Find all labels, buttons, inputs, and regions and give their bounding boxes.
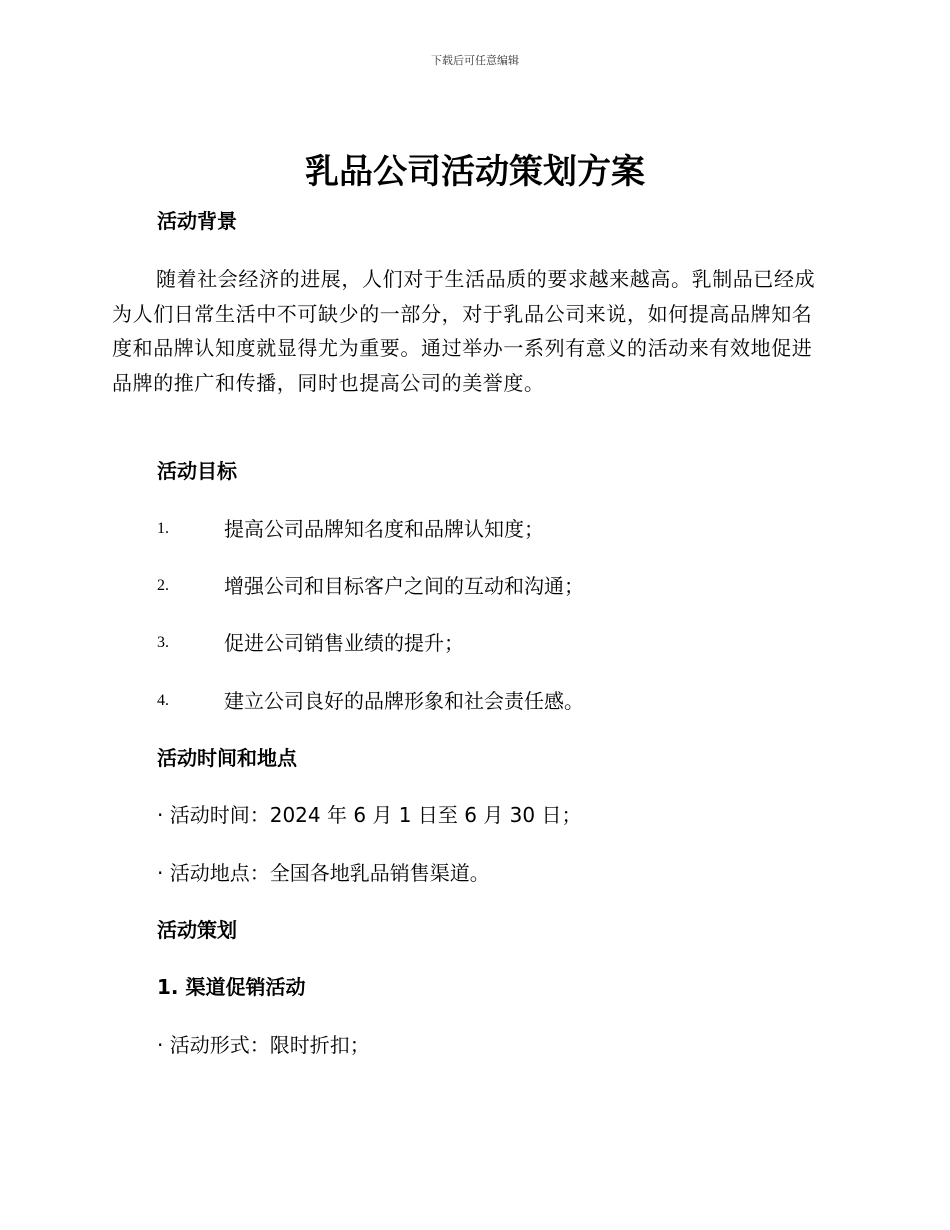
bullet-line-activity-form: · 活动形式：限时折扣； bbox=[157, 1033, 370, 1057]
goal-item bbox=[157, 628, 837, 658]
section-heading-background: 活动背景 bbox=[157, 209, 237, 233]
section-heading-time-place: 活动时间和地点 bbox=[157, 746, 297, 770]
section-heading-planning: 活动策划 bbox=[157, 918, 237, 942]
goal-number: 1. bbox=[157, 520, 169, 537]
header-note: 下载后可任意编辑 bbox=[431, 54, 519, 67]
goal-text: 增强公司和目标客户之间的互动和沟通； bbox=[224, 574, 584, 598]
section-heading-goals: 活动目标 bbox=[157, 459, 237, 483]
goal-number: 3. bbox=[157, 634, 169, 651]
document-title: 乳品公司活动策划方案 bbox=[305, 152, 645, 192]
bullet-line-time: · 活动时间：2024 年 6 月 1 日至 6 月 30 日； bbox=[157, 803, 582, 827]
goal-text: 提高公司品牌知名度和品牌认知度； bbox=[224, 517, 544, 541]
background-paragraph: 随着社会经济的进展，人们对于生活品质的要求越来越高。乳制品已经成为人们日常生活中不可缺少的一部分，对于乳品公司来说，如何提高品牌知名度和品牌认知度就显得尤为重要。通过举办一系列有意义的活动来有效地促进品牌的推广和传播，同时也提高公司的美誉度。 bbox=[112, 267, 816, 395]
goal-number: 2. bbox=[157, 577, 169, 594]
goal-item bbox=[157, 686, 837, 716]
goal-text: 促进公司销售业绩的提升； bbox=[224, 631, 464, 655]
sub-heading-channel-promotion: 1. 渠道促销活动 bbox=[157, 975, 306, 999]
goal-text: 建立公司良好的品牌形象和社会责任感。 bbox=[224, 689, 584, 713]
bullet-line-place: · 活动地点：全国各地乳品销售渠道。 bbox=[157, 861, 490, 885]
goal-item bbox=[157, 514, 837, 544]
goal-number: 4. bbox=[157, 692, 169, 709]
goal-item bbox=[157, 571, 837, 601]
